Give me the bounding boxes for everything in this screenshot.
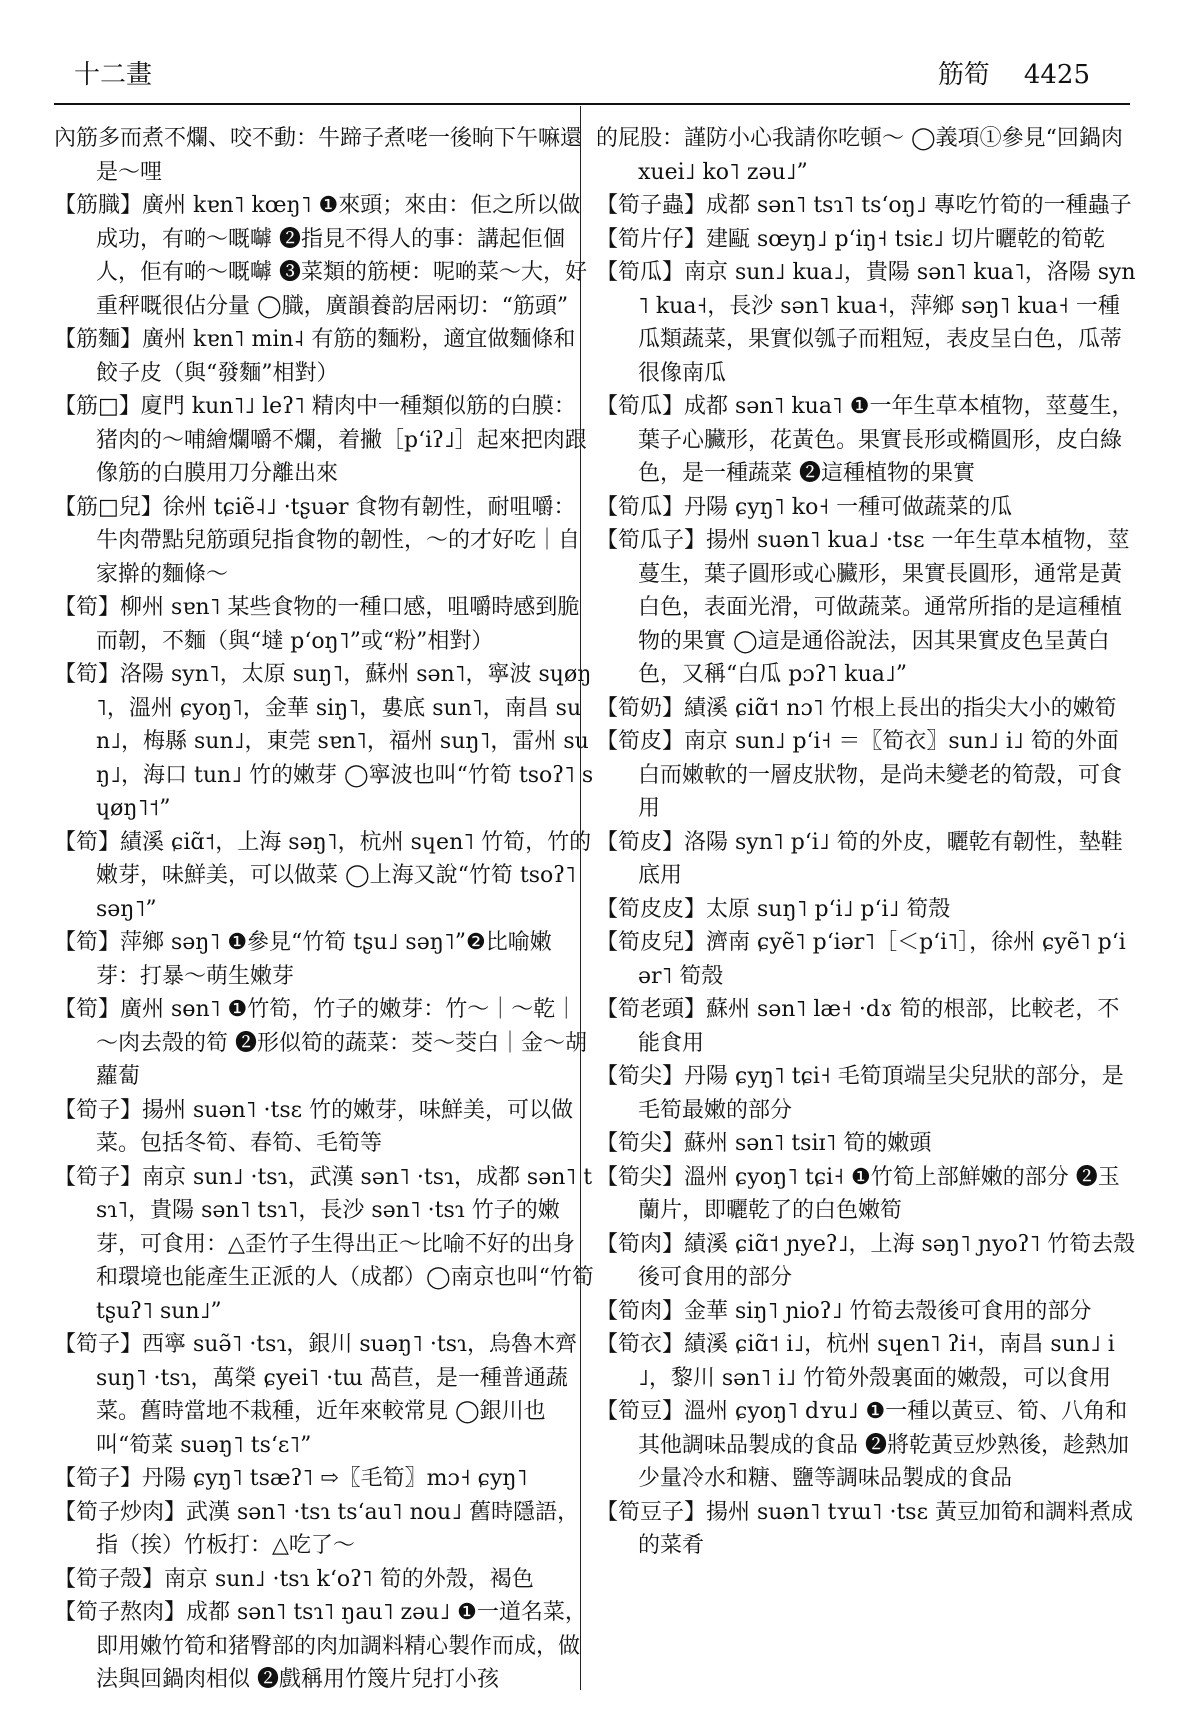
entry: 【筍衣】績溪 ɕiɑ̃˦ i˩，杭州 sɥen˥ ʔi˧，南昌 sun˩ i˩，黎川 sən˥ i˩ 竹筍外殼裏面的嫩殼，可以食用 [596, 1332, 1115, 1391]
entry: 【筍子】揚州 suən˥ ·tsɛ 竹的嫩芽，味鮮美，可以做菜。包括冬筍、春筍、毛筍等 [54, 1097, 573, 1156]
entry: 【筍皮】南京 sun˩ pʻi˧ ＝〖筍衣〗sun˩ i˩ 筍的外面白而嫩軟的一層皮狀物，是尚未變老的筍殼，可食用 [596, 729, 1123, 821]
entry: 【筍豆子】揚州 suən˥ tʏɯ˥ ·tsɛ 黃豆加筍和調料煮成的菜肴 [596, 1499, 1133, 1558]
entry: 【筍皮兒】濟南 ɕyẽ˥ pʻiər˥［＜pʻi˥］，徐州 ɕyẽ˥ pʻiər˥ 筍殼 [596, 930, 1126, 989]
entry: 【筍肉】金華 siŋ˥ ɲioʔ˩ 竹筍去殼後可食用的部分 [596, 1298, 1092, 1324]
entry: 【筍】柳州 sɐn˥ 某些食物的一種口感，咀嚼時感到脆而韌，不麵（與“墶 pʻoŋ˥”或“粉”相對） [54, 595, 580, 654]
entry: 【筍】廣州 sɵn˥ ❶竹筍，竹子的嫩芽：竹～｜～乾｜～肉去殼的筍 ❷形似筍的蔬菜：茭～茭白｜金～胡蘿蔔 [54, 997, 587, 1089]
entry: 【筍瓜】南京 sun˩ kua˩，貴陽 sən˥ kua˥，洛陽 syn˥ kua˧，長沙 sən˥ kua˧，萍鄉 səŋ˥ kua˧ 一種瓜類蔬菜，果實似瓠子而粗短，表皮呈白色，瓜蒂很像南瓜 [596, 260, 1136, 386]
entry: 【筍子】南京 sun˩ ·tsɿ，武漢 sən˥ ·tsɿ，成都 sən˥ tsɿ˥，貴陽 sən˥ tsɿ˥，長沙 sən˥ ·tsɿ 竹子的嫩芽，可食用：△歪竹子生得出正～比喻不好的出身和環境也能產生正派的人（成都）◯南京也叫“竹筍 tʂuʔ˥ sun˩” [54, 1164, 594, 1324]
entry: 【筍瓜】成都 sən˥ kua˥ ❶一年生草本植物，莖蔓生，葉子心臟形，花黃色。果實長形或橢圓形，皮白綠色，是一種蔬菜 ❷這種植物的果實 [596, 394, 1134, 486]
column-divider [580, 106, 581, 1690]
entry: 【筍子熬肉】成都 sən˥ tsɿ˥ ŋau˥ zəu˩ ❶一道名菜，即用嫩竹筍和猪臀部的肉加調料精心製作而成，做法與回鍋肉相似 ❷戲稱用竹篾片兒打小孩 [54, 1600, 587, 1692]
page-number: 4425 [1023, 60, 1090, 90]
guide-words: 筋筍 [937, 60, 990, 90]
entry: 【筍尖】蘇州 sən˥ tsiɪ˥ 筍的嫩頭 [596, 1131, 932, 1156]
entry: 【筍】萍鄉 səŋ˥ ❶參見“竹筍 tʂu˩ səŋ˥”❷比喻嫩芽：打暴～萌生嫩芽 [54, 930, 552, 989]
entry: 【筍皮皮】太原 suŋ˥ pʻi˩ pʻi˩ 筍殼 [596, 896, 951, 922]
entry: 內筋多而煮不爛、咬不動：牛蹄子煮咾一後晌下午嘛還是～哩 [54, 126, 583, 185]
entry: 【筍片仔】建甌 sœyŋ˩ pʻiŋ˧ tsiɛ˩ 切片曬乾的筍乾 [596, 226, 1106, 252]
entry: 【筍子】丹陽 ɕyŋ˥ tsæʔ˥ ⇨〖毛筍〗mɔ˧ ɕyŋ˥ [54, 1466, 528, 1491]
right-column [596, 122, 1136, 1563]
entry: 【筍豆】溫州 ɕyoŋ˥ dʏu˩ ❶一種以黃豆、筍、八角和其他調味品製成的食品 ❷將乾黃豆炒熟後，趁熱加少量冷水和糖、鹽等調味品製成的食品 [596, 1399, 1129, 1491]
entry: 【筍子炒肉】武漢 sən˥ ·tsɿ tsʻau˥ nou˩ 舊時隱語，指（挨）竹板打：△吃了～ [54, 1499, 580, 1558]
entry: 【筍】洛陽 syn˥，太原 suŋ˥，蘇州 sən˥，寧波 sɥøŋ˥，溫州 ɕyoŋ˥，金華 siŋ˥，婁底 sun˥，南昌 sun˩，梅縣 sun˩，東莞 sɐn˥，福州 suŋ˥，雷州 suŋ˩，海口 tun˩ 竹的嫩芽 ◯寧波也叫“竹筍 tsoʔ˥ sɥøŋ˥˦” [54, 662, 594, 821]
entry: 【筍老頭】蘇州 sən˥ læ˧ ·dɤ 筍的根部，比較老，不能食用 [596, 997, 1120, 1056]
entry: 【筍肉】績溪 ɕiɑ̃˦ ɲyeʔ˩，上海 səŋ˥ ɲyoʔ˥ 竹筍去殼後可食用的部分 [596, 1231, 1136, 1290]
entry: 【筋□兒】徐州 tɕiẽ˨˩ ·tʂuər 食物有韌性，耐咀嚼：牛肉帶點兒筋頭兒指食物的韌性，～的才好吃｜自家擀的麵條～ [54, 494, 581, 587]
running-header [938, 58, 1090, 92]
entry: 【筍尖】溫州 ɕyoŋ˥ tɕi˧ ❶竹筍上部鮮嫩的部分 ❷玉蘭片，即曬乾了的白色嫩筍 [596, 1164, 1120, 1223]
left-column [54, 122, 594, 1697]
entry: 【筍尖】丹陽 ɕyŋ˥ tɕi˧ 毛筍頂端呈尖兒狀的部分，是毛筍最嫩的部分 [596, 1064, 1124, 1123]
entry: 【筍】績溪 ɕiɑ̃˦，上海 səŋ˥，杭州 sɥen˥ 竹筍，竹的嫩芽，味鮮美，可以做菜 ◯上海又說“竹筍 tsoʔ˥ səŋ˥” [54, 829, 592, 922]
entry: 【筋膱】廣州 kɐn˥ kœŋ˥ ❶來頭；來由：佢之所以做成功，有啲～嘅嚹 ❷指見不得人的事：講起佢個人，佢有啲～嘅嚹 ❸菜類的筋梗：呢啲菜～大，好重秤嘅很佔分量 ◯膱，廣韻養韵居兩切：“筋頭” [54, 193, 587, 319]
entry: 的屁股：謹防小心我請你吃頓～ ◯義項①參見“回鍋肉 xuei˩ ko˥ zəu˩” [596, 126, 1123, 185]
entry: 【筍瓜】丹陽 ɕyŋ˥ ko˧ 一種可做蔬菜的瓜 [596, 494, 1013, 520]
entry: 【筍子殼】南京 sun˩ ·tsɿ kʻoʔ˥ 筍的外殼，褐色 [54, 1566, 534, 1592]
entry: 【筍子】西寧 suə̃˥ ·tsɿ，銀川 suəŋ˥ ·tsɿ，烏魯木齊 suŋ˥ ·tsɿ，萬榮 ɕyei˥ ·tɯ 萵苣，是一種普通蔬菜。舊時當地不栽種，近年來較常見 ◯銀川也叫“筍菜 suəŋ˥ tsʻɛ˥” [54, 1332, 577, 1458]
entry: 【筋麵】廣州 kɐn˥ min˨ 有筋的麵粉，適宜做麵條和餃子皮（與“發麵”相對） [54, 327, 576, 386]
entry: 【筋□】廈門 kun˥˩ leʔ˥ 精肉中一種類似筋的白膜：猪肉的～哺繪爛嚼不爛，着撇［pʻiʔ˩］起來把肉跟像筋的白膜用刀分離出來 [54, 394, 587, 486]
header-rule [54, 103, 1130, 105]
section-label: 十二畫 [74, 60, 153, 90]
entry: 【筍皮】洛陽 syn˥ pʻi˩ 筍的外皮，曬乾有韌性，墊鞋底用 [596, 829, 1123, 888]
entry: 【筍子蟲】成都 sən˥ tsɿ˥ tsʻoŋ˩ 專吃竹筍的一種蟲子 [596, 193, 1132, 218]
entry: 【筍瓜子】揚州 suən˥ kua˩ ·tsɛ 一年生草本植物，莖蔓生，葉子圓形或心臟形，果實長圓形，通常是黃白色，表面光滑，可做蔬菜。通常所指的是這種植物的果實 ◯這是通俗說法，因其果實皮色呈黃白色，又稱“白瓜 pɔʔ˥ kua˩” [596, 528, 1130, 687]
entry: 【筍奶】績溪 ɕiɑ̃˦ nɔ˥ 竹根上長出的指尖大小的嫩筍 [596, 695, 1117, 721]
